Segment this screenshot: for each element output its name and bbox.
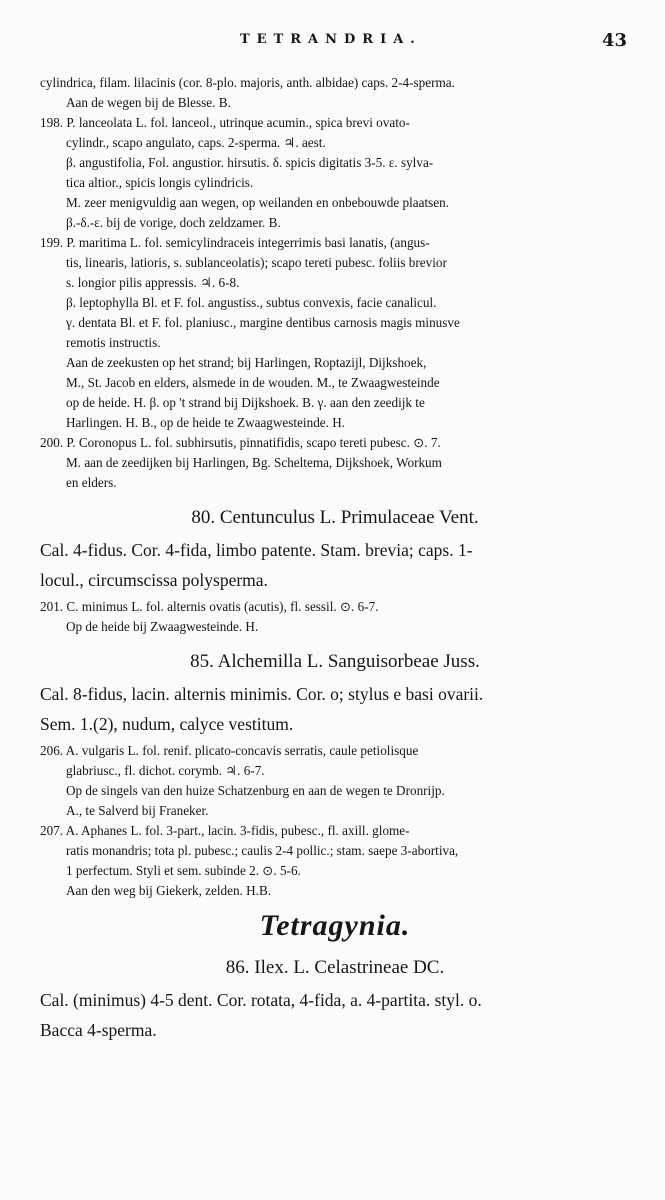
species-line: 200. P. Coronopus L. fol. subhirsutis, pinnatifidis, scapo tereti pubesc. ⊙. 7. xyxy=(40,435,441,450)
alchemilla-section xyxy=(40,741,630,901)
running-title: TETRANDRIA. xyxy=(240,32,422,47)
locality-line: Op de singels van den huize Schatzenburg en aan de wegen te Dronrijp. xyxy=(66,783,445,798)
text-line: M., St. Jacob en elders, alsmede in de wouden. M., te Zwaagwesteinde xyxy=(66,375,440,390)
page-number: 43 xyxy=(601,30,627,51)
running-header xyxy=(0,30,665,54)
locality-line: M. zeer menigvuldig aan wegen, op weilanden en onbebouwde plaatsen. xyxy=(66,195,450,210)
locality-line: Aan den weg bij Giekerk, zelden. H.B. xyxy=(66,883,272,898)
locality-line: β.-δ.-ε. bij de vorige, doch zeldzamer. B. xyxy=(66,215,281,230)
plantago-section xyxy=(40,73,630,493)
locality-line: Op de heide bij Zwaagwesteinde. H. xyxy=(66,619,259,634)
genus-description: Cal. (minimus) 4-5 dent. Cor. rotata, 4-fida, a. 4-partita. styl. o. xyxy=(40,990,482,1010)
text-line: Aan de wegen bij de Blesse. B. xyxy=(66,95,231,110)
text-line: en elders. xyxy=(66,475,117,490)
species-line: 201. C. minimus L. fol. alternis ovatis (acutis), fl. sessil. ⊙. 6-7. xyxy=(40,599,379,614)
text-line: op de heide. H. β. op 't strand bij Dijkshoek. B. γ. aan den zeedijk te xyxy=(66,395,425,410)
variety-line: γ. dentata Bl. et F. fol. planiusc., margine dentibus carnosis magis minusve xyxy=(66,315,460,330)
genus-description: Cal. 8-fidus, lacin. alternis minimis. Cor. o; stylus e basi ovarii. xyxy=(40,684,484,704)
genus-heading-ilex: 86. Ilex. L. Celastrineae DC. xyxy=(225,957,445,978)
species-line: 206. A. vulgaris L. fol. renif. plicato-concavis serratis, caule petiolisque xyxy=(40,743,419,758)
text-line: cylindrica, filam. lilacinis (cor. 8-plo. majoris, anth. albidae) caps. 2-4-sperma. xyxy=(40,75,455,90)
locality-line: M. aan de zeedijken bij Harlingen, Bg. Scheltema, Dijkshoek, Workum xyxy=(66,455,442,470)
locality-line: Aan de zeekusten op het strand; bij Harlingen, Roptazijl, Dijkshoek, xyxy=(66,355,427,370)
text-line: s. longior pilis appressis. ♃. 6-8. xyxy=(66,275,240,290)
genus-heading-centunculus: 80. Centunculus L. Primulaceae Vent. xyxy=(191,507,479,528)
variety-line: β. angustifolia, Fol. angustior. hirsutis. δ. spicis digitatis 3-5. ε. sylva- xyxy=(66,155,434,170)
page-body xyxy=(40,73,630,1047)
order-heading-tetragynia: Tetragynia. xyxy=(259,909,411,942)
genus-description: Bacca 4-sperma. xyxy=(40,1020,157,1040)
genus-description: locul., circumscissa polysperma. xyxy=(40,570,268,590)
centunculus-section xyxy=(40,597,630,637)
genus-heading-alchemilla: 85. Alchemilla L. Sanguisorbeae Juss. xyxy=(190,651,480,672)
variety-line: β. leptophylla Bl. et F. fol. angustiss., subtus convexis, facie canalicul. xyxy=(66,295,437,310)
text-line: 1 perfectum. Styli et sem. subinde 2. ⊙. 5-6. xyxy=(66,863,301,878)
text-line: cylindr., scapo angulato, caps. 2-sperma. ♃. aest. xyxy=(66,135,326,150)
genus-description: Cal. 4-fidus. Cor. 4-fida, limbo patente. Stam. brevia; caps. 1- xyxy=(40,540,473,560)
text-line: A., te Salverd bij Franeker. xyxy=(66,803,209,818)
text-line: remotis instructis. xyxy=(66,335,161,350)
text-line: tis, linearis, latioris, s. sublanceolatis); scapo tereti pubesc. foliis brevior xyxy=(66,255,447,270)
species-line: 207. A. Aphanes L. fol. 3-part., lacin. 3-fidis, pubesc., fl. axill. glome- xyxy=(40,823,410,838)
species-line: 199. P. maritima L. fol. semicylindraceis integerrimis basi lanatis, (angus- xyxy=(40,235,430,250)
text-line: tica altior., spicis longis cylindricis. xyxy=(66,175,254,190)
genus-description: Sem. 1.(2), nudum, calyce vestitum. xyxy=(40,714,294,734)
text-line: glabriusc., fl. dichot. corymb. ♃. 6-7. xyxy=(66,763,265,778)
text-line: ratis monandris; tota pl. pubesc.; caulis 2-4 pollic.; stam. saepe 3-abortiva, xyxy=(66,843,459,858)
species-line: 198. P. lanceolata L. fol. lanceol., utrinque acumin., spica brevi ovato- xyxy=(40,115,410,130)
text-line: Harlingen. H. B., op de heide te Zwaagwesteinde. H. xyxy=(66,415,346,430)
